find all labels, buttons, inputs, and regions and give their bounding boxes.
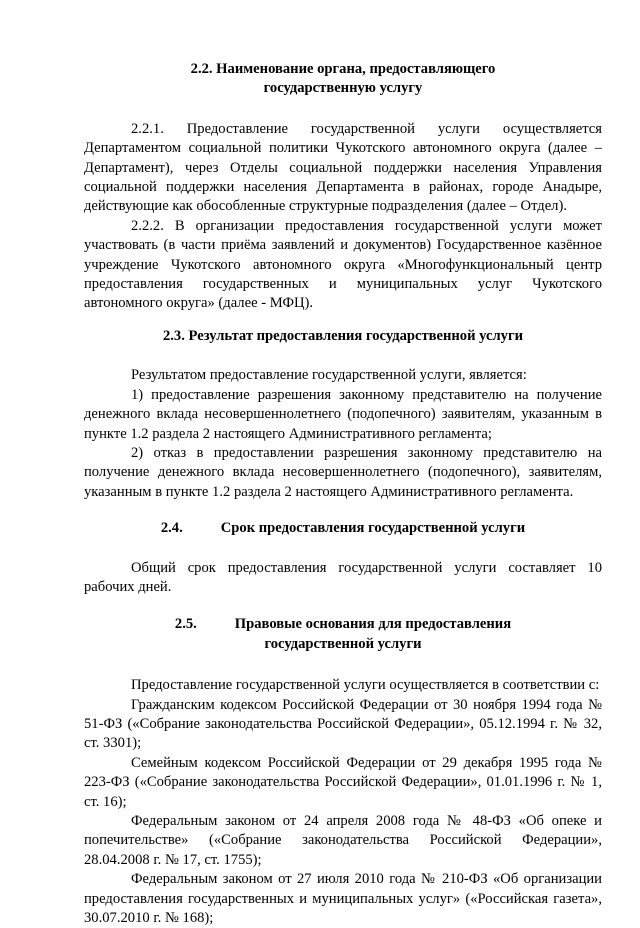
paragraph: 1) предоставление разрешения законному представителю на получение денежного вклада несовершеннолетнего (подопечного) заявителям, указанным в пункте 1.2 раздела 2 настоящего Административного регламента; xyxy=(84,386,602,442)
section-title: Срок предоставления государственной услуги xyxy=(220,520,526,537)
section-title: Правовые основания для предоставления xyxy=(234,616,512,633)
section-2-3-heading: 2.3. Результат предоставления государственной услуги xyxy=(162,327,524,344)
heading-line: 2.2. Наименование органа, предоставляющего xyxy=(190,61,496,77)
paragraph-2-2-1: 2.2.1. Предоставление государственной услуги осуществляется Департаментом социальной политики Чукотского автономного округа (далее – Департамент), через Отделы социальной поддержки населения Управления социальной поддержки населения Департамента в районах, городе Анадыре, действующие как обособленные структурные подразделения (далее – Отдел). xyxy=(84,120,602,215)
paragraph: 2) отказ в предоставлении разрешения законному представителю на получение денежного вклада несовершеннолетнего (подопечного), заявителям, указанным в пункте 1.2 раздела 2 настоящего Административного регламента. xyxy=(84,444,602,500)
section-2-2-heading xyxy=(84,60,602,99)
paragraph: Предоставление государственной услуги осуществляется в соответствии с: xyxy=(131,677,600,694)
heading-line xyxy=(84,615,602,634)
section-2-5-heading xyxy=(84,615,602,654)
document-body xyxy=(84,60,602,928)
paragraph: Результатом предоставление государственной услуги, является: xyxy=(131,367,527,384)
paragraph: Федеральным законом от 24 апреля 2008 года № 48-ФЗ «Об опеке и попечительстве» («Собрание законодательства Российской Федерации», 28.04.2008 г. № 17, ст. 1755); xyxy=(84,813,602,868)
section-number: 2.4. xyxy=(160,520,183,537)
paragraph: Гражданским кодексом Российской Федерации от 30 ноября 1994 года № 51-ФЗ («Собрание законодательства Российской Федерации», 05.12.1994 г. № 32, ст. 3301); xyxy=(84,696,602,752)
section-number: 2.5. xyxy=(174,616,197,633)
paragraph-2-2-2: 2.2.2. В организации предоставления государственной услуги может участвовать (в части приёма заявлений и документов) Государственное казённое учреждение Чукотского автономного округа «Многофункциональный центр предоставления государственных и муниципальных услуг Чукотского автономного округа» (далее - МФЦ). xyxy=(84,217,602,312)
paragraph: Семейным кодексом Российской Федерации от 29 декабря 1995 года № 223-ФЗ («Собрание законодательства Российской Федерации», 01.01.1996 г. № 1, ст. 16); xyxy=(84,754,602,810)
heading-line: государственную услугу xyxy=(263,80,423,97)
section-2-4-heading xyxy=(84,519,602,538)
paragraph: Федеральным законом от 27 июля 2010 года № 210-ФЗ «Об организации предоставления государственных и муниципальных услуг» («Российская газета», 30.07.2010 г. № 168); xyxy=(84,871,602,927)
paragraph: Общий срок предоставления государственной услуги составляет 10 рабочих дней. xyxy=(84,559,602,595)
heading-line: государственной услуги xyxy=(264,635,422,652)
